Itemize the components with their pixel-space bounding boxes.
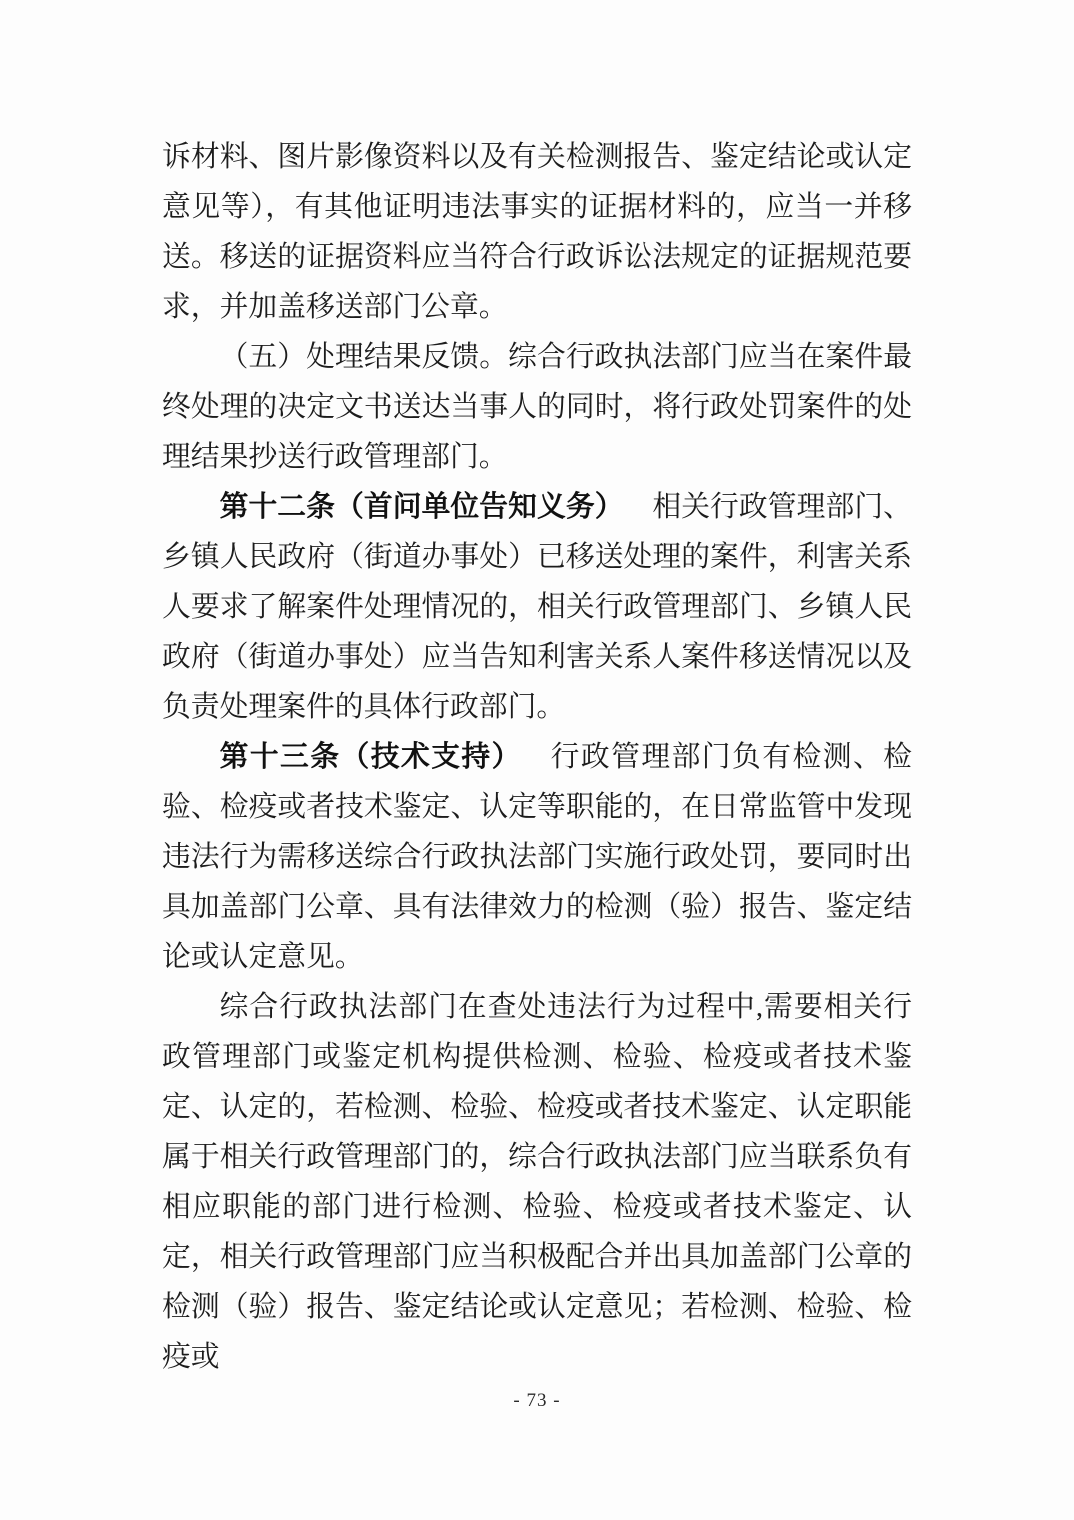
paragraph-item-5: （五）处理结果反馈。综合行政执法部门应当在案件最终处理的决定文书送达当事人的同时，将行政处罚案件的处理结果抄送行政管理部门。 <box>162 341 912 473</box>
article-13-heading: 第十三条（技术支持） <box>219 741 522 773</box>
paragraph-article-13 <box>162 732 912 982</box>
document-body <box>162 132 912 1382</box>
page-number: - 73 - <box>513 1390 561 1411</box>
page-footer <box>0 1390 1074 1412</box>
article-13-text: 行政管理部门负有检测、检验、检疫或者技术鉴定、认定等职能的，在日常监管中发现违法行为需移送综合行政执法部门实施行政处罚，要同时出具加盖部门公章、具有法律效力的检测（验）报告、鉴定结论或认定意见。 <box>162 741 912 973</box>
paragraph-article-13-2: 综合行政执法部门在查处违法行为过程中,需要相关行政管理部门或鉴定机构提供检测、检验、检疫或者技术鉴定、认定的，若检测、检验、检疫或者技术鉴定、认定职能属于相关行政管理部门的，综合行政执法部门应当联系负有相应职能的部门进行检测、检验、检疫或者技术鉴定、认定，相关行政管理部门应当积极配合并出具加盖部门公章的检测（验）报告、鉴定结论或认定意见；若检测、检验、检疫或 <box>162 991 912 1373</box>
paragraph-article-12 <box>162 482 912 732</box>
article-12-text: 相关行政管理部门、乡镇人民政府（街道办事处）已移送处理的案件，利害关系人要求了解案件处理情况的，相关行政管理部门、乡镇人民政府（街道办事处）应当告知利害关系人案件移送情况以及负责处理案件的具体行政部门。 <box>162 491 912 723</box>
paragraph-continuation: 诉材料、图片影像资料以及有关检测报告、鉴定结论或认定意见等），有其他证明违法事实的证据材料的，应当一并移送。移送的证据资料应当符合行政诉讼法规定的证据规范要求，并加盖移送部门公章。 <box>162 141 912 323</box>
article-12-heading: 第十二条（首问单位告知义务） <box>219 491 624 523</box>
